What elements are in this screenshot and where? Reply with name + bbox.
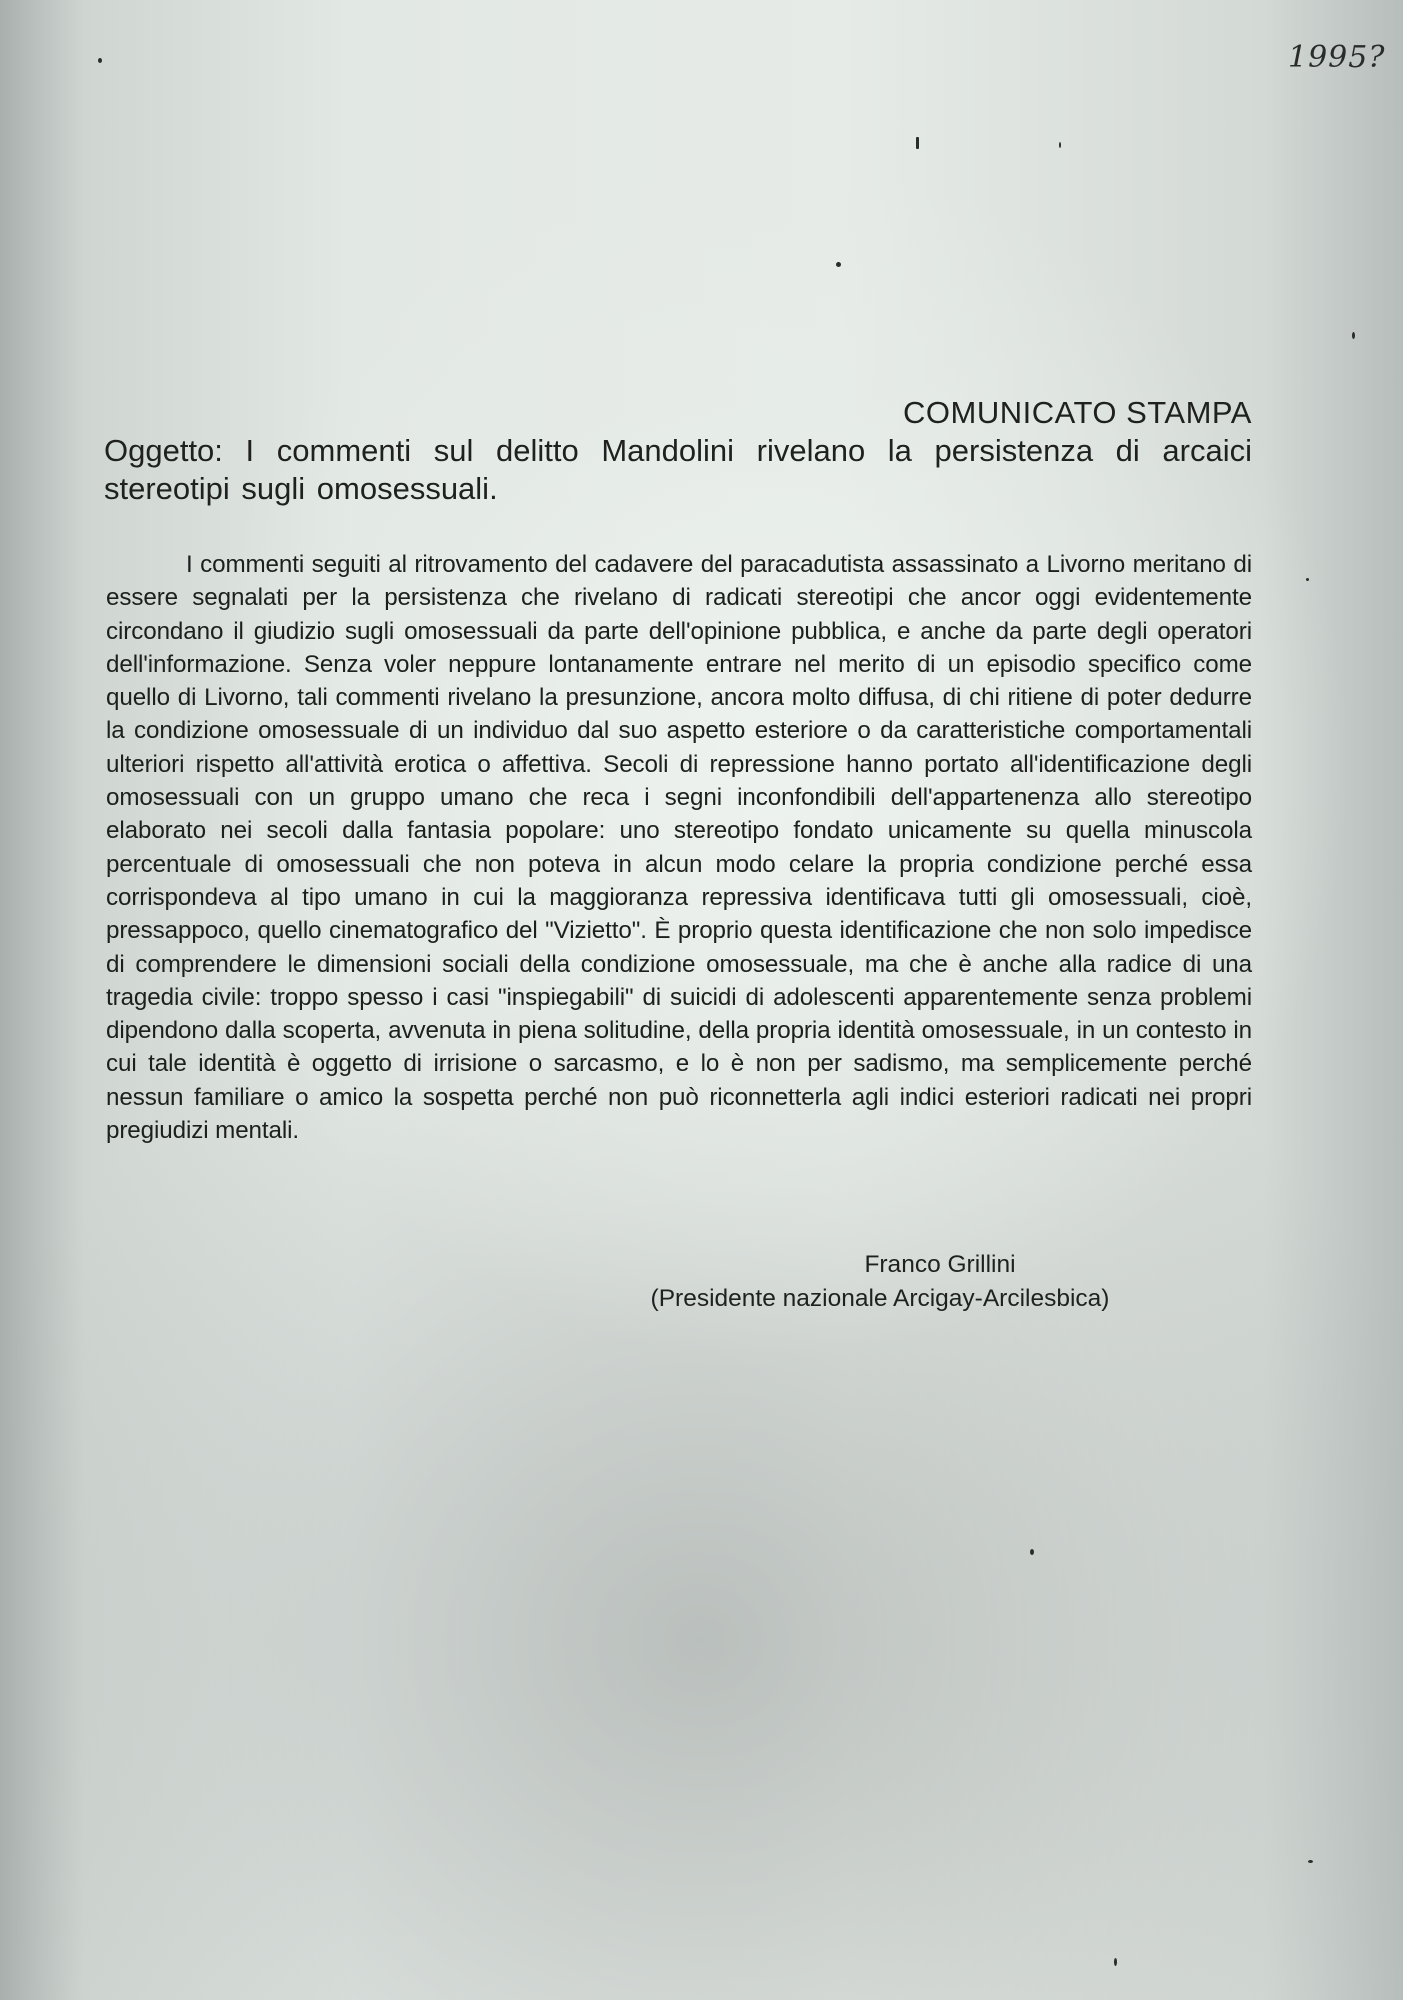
handwritten-year-note: 1995? xyxy=(1288,40,1386,75)
signatory-name: Franco Grillini xyxy=(864,1251,1016,1278)
signature-block xyxy=(560,1248,1200,1316)
document-body: I commenti seguiti al ritrovamento del cadavere del paracadutista assassinato a Livorno meritano di essere segnalati per la persistenza che rivelano di radicati stereotipi che ancor oggi evidentemente circondano il giudizio sugli omosessuali da parte dell'opinione pubblica, e anche da parte degli operatori dell'informazione. Senza voler neppure lontanamente entrare nel merito di un episodio specifico come quello di Livorno, tali commenti rivelano la presunzione, ancora molto diffusa, di chi ritiene di poter dedurre la condizione omosessuale di un individuo dal suo aspetto esteriore o da caratteristiche comportamentali ulteriori rispetto all'attività erotica o affettiva. Secoli di repressione hanno portato all'identificazione degli omosessuali con un gruppo umano che reca i segni inconfondibili dell'appartenenza allo stereotipo elaborato nei secoli dalla fantasia popolare: uno stereotipo fondato unicamente su quella minuscola percentuale di omosessuali che non poteva in alcun modo celare la propria condizione perché essa corrispondeva al tipo umano in cui la maggioranza repressiva identificava tutti gli omosessuali, cioè, pressappoco, quello cinematografico del "Vizietto". È proprio questa identificazione che non solo impedisce di comprendere le dimensioni sociali della condizione omosessuale, ma che è anche alla radice di una tragedia civile: troppo spesso i casi "inspiegabili" di suicidi di adolescenti apparentemente senza problemi dipendono dalla scoperta, avvenuta in piena solitudine, della propria identità omosessuale, in un contesto in cui tale identità è oggetto di irrisione o sarcasmo, e lo è non per sadismo, ma semplicemente perché nessun familiare o amico la sospetta perché non può riconnetterla agli indici esteriori radicati nei propri pregiudizi mentali. xyxy=(106,551,1252,1145)
document-title: COMUNICATO STAMPA xyxy=(903,395,1252,430)
scan-speck xyxy=(836,262,841,267)
scan-speck xyxy=(1306,578,1309,581)
scan-speck xyxy=(1352,332,1355,339)
document-subject: Oggetto: I commenti sul delitto Mandolini rivelano la persistenza di arcaici stereotipi sugli omosessuali. xyxy=(104,433,1252,506)
scan-speck xyxy=(916,137,919,149)
signatory-role: (Presidente nazionale Arcigay-Arcilesbica) xyxy=(650,1285,1110,1312)
press-release-header xyxy=(104,394,1252,508)
scan-speck xyxy=(1308,1860,1313,1863)
scan-speck xyxy=(1059,142,1061,148)
scan-speck xyxy=(1030,1549,1034,1555)
scan-speck xyxy=(1114,1958,1117,1966)
scan-speck xyxy=(98,58,102,63)
